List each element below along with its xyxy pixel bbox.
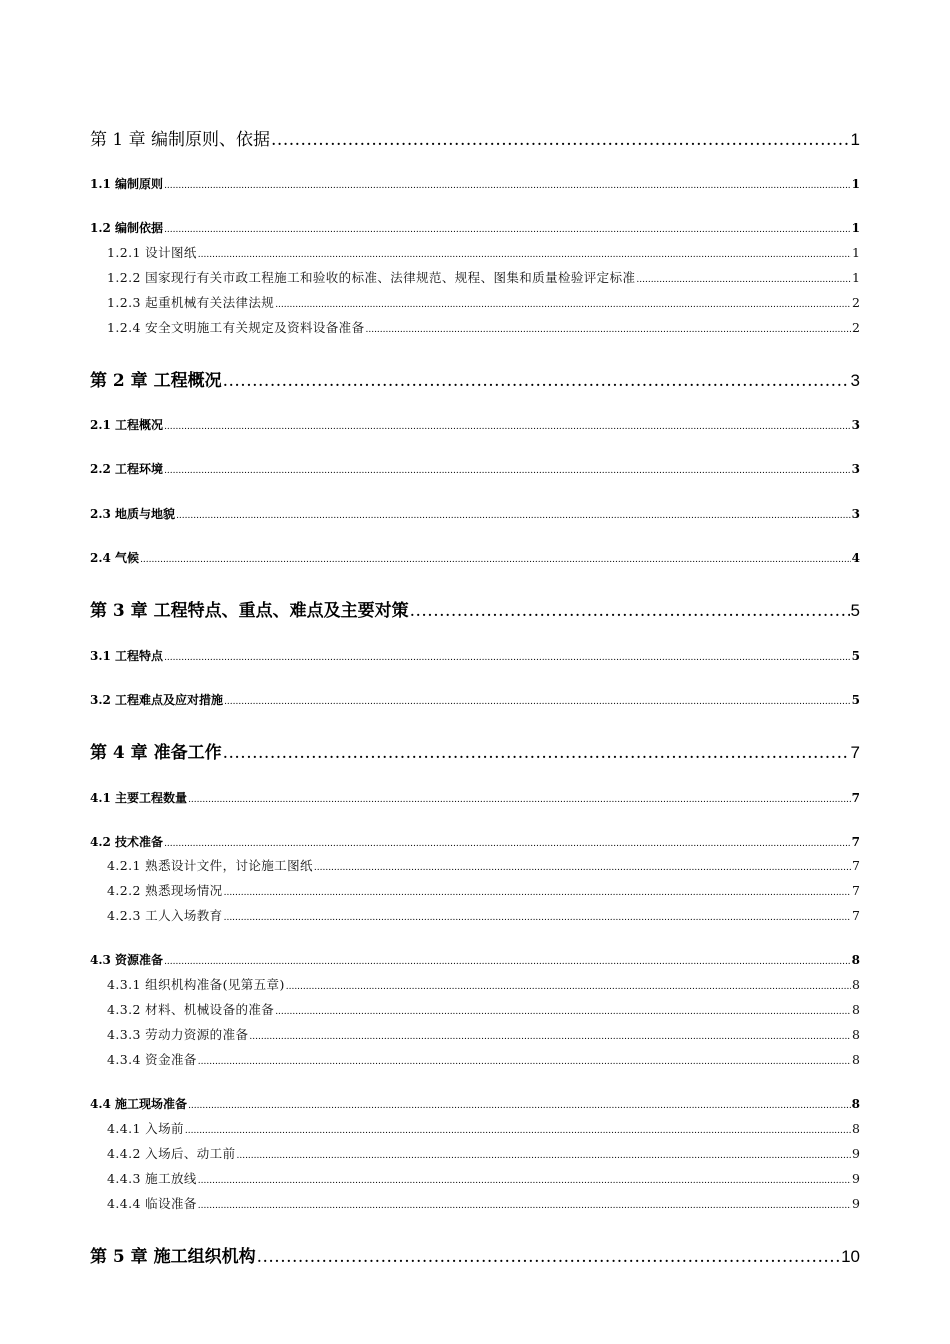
toc-page-number: 1 [851,177,860,191]
toc-entry-sub[interactable] [107,907,860,925]
toc-entry-sub[interactable] [107,882,860,900]
toc-page-number: 7 [851,791,860,805]
dot-leader [164,221,851,239]
dot-leader [271,128,850,152]
toc-entry-title: 第 1 章 编制原则、依据 [90,130,271,150]
toc-entry-title: 4.4 施工现场准备 [90,1097,188,1111]
toc-page-number: 1 [852,245,860,260]
toc-entry-title: 2.2 工程环境 [90,462,164,476]
toc-entry-title: 1.2.2 国家现行有关市政工程施工和验收的标准、法律规范、规程、图集和质量检验评定标准 [107,270,636,285]
dot-leader [198,1053,851,1071]
toc-entry-section[interactable] [90,219,860,237]
toc-entry-title: 第 5 章 施工组织机构 [90,1247,256,1267]
toc-entry-title: 第 3 章 工程特点、重点、难点及主要对策 [90,601,409,621]
toc-page-number: 3 [851,418,860,432]
dot-leader [286,978,851,996]
toc-entry-title: 4.3.4 资金准备 [107,1052,197,1067]
toc-entry-chapter[interactable] [90,128,860,152]
toc-entry-title: 4.4.1 入场前 [107,1121,184,1136]
toc-entry-title: 2.1 工程概况 [90,418,164,432]
toc-entry-title: 4.3 资源准备 [90,953,164,967]
toc-entry-section[interactable] [90,789,860,807]
toc-page-number: 8 [852,1052,860,1067]
toc-entry-sub[interactable] [107,294,860,312]
toc-entry-title: 1.2.1 设计图纸 [107,245,197,260]
toc-entry-title: 1.2 编制依据 [90,221,164,235]
toc-page-number: 9 [852,1146,860,1161]
dot-leader [164,835,851,853]
toc-entry-sub[interactable] [107,1051,860,1069]
toc-page-number: 3 [851,462,860,476]
dot-leader [275,1003,851,1021]
dot-leader [164,649,851,667]
dot-leader [223,369,850,393]
toc-page-number: 9 [852,1171,860,1186]
toc-entry-title: 4.4.4 临设准备 [107,1196,197,1211]
toc-entry-chapter[interactable] [90,741,860,765]
toc-page-number: 3 [850,371,860,390]
dot-leader [224,884,851,902]
toc-page-number: 8 [852,1027,860,1042]
toc-page-number: 5 [851,693,860,707]
dot-leader [188,791,851,809]
dot-leader [164,177,851,195]
toc-entry-section[interactable] [90,460,860,478]
toc-page-number: 7 [852,883,860,898]
toc-page-number: 10 [841,1247,860,1266]
dot-leader [140,551,851,569]
dot-leader [164,953,851,971]
toc-entry-title: 3.1 工程特点 [90,649,164,663]
toc-entry-chapter[interactable] [90,369,860,393]
toc-entry-title: 2.3 地质与地貌 [90,507,176,521]
dot-leader [198,246,851,264]
dot-leader [164,418,851,436]
toc-entry-title: 4.3.2 材料、机械设备的准备 [107,1002,275,1017]
toc-page-number: 2 [852,320,860,335]
dot-leader [185,1122,851,1140]
toc-page-number: 8 [852,977,860,992]
toc-entry-title: 4.2.3 工人入场教育 [107,908,223,923]
dot-leader [224,693,851,711]
toc-entry-section[interactable] [90,647,860,665]
toc-page-number: 1 [852,270,860,285]
toc-entry-sub[interactable] [107,1170,860,1188]
toc-entry-title: 1.2.4 安全文明施工有关规定及资料设备准备 [107,320,365,335]
toc-entry-sub[interactable] [107,319,860,337]
toc-entry-title: 第 4 章 准备工作 [90,743,222,763]
toc-entry-section[interactable] [90,951,860,969]
toc-entry-sub[interactable] [107,1195,860,1213]
toc-entry-sub[interactable] [107,269,860,287]
dot-leader [314,859,851,877]
toc-entry-section[interactable] [90,416,860,434]
dot-leader [198,1172,851,1190]
toc-page-number: 1 [850,130,860,149]
toc-entry-title: 4.4.3 施工放线 [107,1171,197,1186]
toc-entry-title: 1.1 编制原则 [90,177,164,191]
toc-entry-sub[interactable] [107,857,860,875]
toc-page-number: 8 [852,1121,860,1136]
toc-page-number: 5 [851,649,860,663]
dot-leader [164,462,851,480]
toc-entry-chapter[interactable] [90,1245,860,1269]
toc-page-number: 3 [851,507,860,521]
dot-leader [223,741,850,765]
toc-entry-title: 4.2.1 熟悉设计文件，讨论施工图纸 [107,858,313,873]
toc-entry-sub[interactable] [107,1145,860,1163]
toc-entry-sub[interactable] [107,244,860,262]
dot-leader [188,1097,851,1115]
dot-leader [257,1245,840,1269]
toc-entry-chapter[interactable] [90,599,860,623]
toc-entry-section[interactable] [90,549,860,567]
toc-page-number: 5 [850,601,860,620]
toc-entry-title: 4.2 技术准备 [90,835,164,849]
toc-entry-sub[interactable] [107,976,860,994]
toc-entry-title: 2.4 气候 [90,551,140,565]
toc-page-number: 7 [851,835,860,849]
dot-leader [224,909,851,927]
toc-entry-section[interactable] [90,691,860,709]
dot-leader [410,599,850,623]
toc-page-number: 7 [852,858,860,873]
toc-entry-title: 1.2.3 起重机械有关法律法规 [107,295,275,310]
toc-entry-section[interactable] [90,175,860,193]
dot-leader [275,296,851,314]
toc-entry-sub[interactable] [107,1120,860,1138]
dot-leader [636,271,851,289]
toc-page-number: 8 [851,1097,860,1111]
toc-page-number: 9 [852,1196,860,1211]
toc-entry-title: 4.1 主要工程数量 [90,791,188,805]
toc-page-number: 1 [851,221,860,235]
toc-page-number: 4 [851,551,860,565]
toc-entry-section[interactable] [90,505,860,523]
toc-entry-sub[interactable] [107,1001,860,1019]
toc-entry-title: 第 2 章 工程概况 [90,371,222,391]
toc-entry-title: 4.4.2 入场后、动工前 [107,1146,236,1161]
toc-entry-section[interactable] [90,1095,860,1113]
toc-entry-title: 4.2.2 熟悉现场情况 [107,883,223,898]
toc-entry-sub[interactable] [107,1026,860,1044]
toc-entry-title: 4.3.3 劳动力资源的准备 [107,1027,249,1042]
toc-page-number: 8 [851,953,860,967]
toc-page-number: 8 [852,1002,860,1017]
toc-page-number: 2 [852,295,860,310]
toc-page-number: 7 [850,743,860,762]
toc-page-number: 7 [852,908,860,923]
dot-leader [249,1028,851,1046]
dot-leader [176,507,851,525]
toc-entry-title: 4.3.1 组织机构准备(见第五章) [107,977,285,992]
dot-leader [236,1147,851,1165]
dot-leader [198,1197,851,1215]
dot-leader [365,321,851,339]
toc-entry-section[interactable] [90,833,860,851]
toc-entry-title: 3.2 工程难点及应对措施 [90,693,224,707]
